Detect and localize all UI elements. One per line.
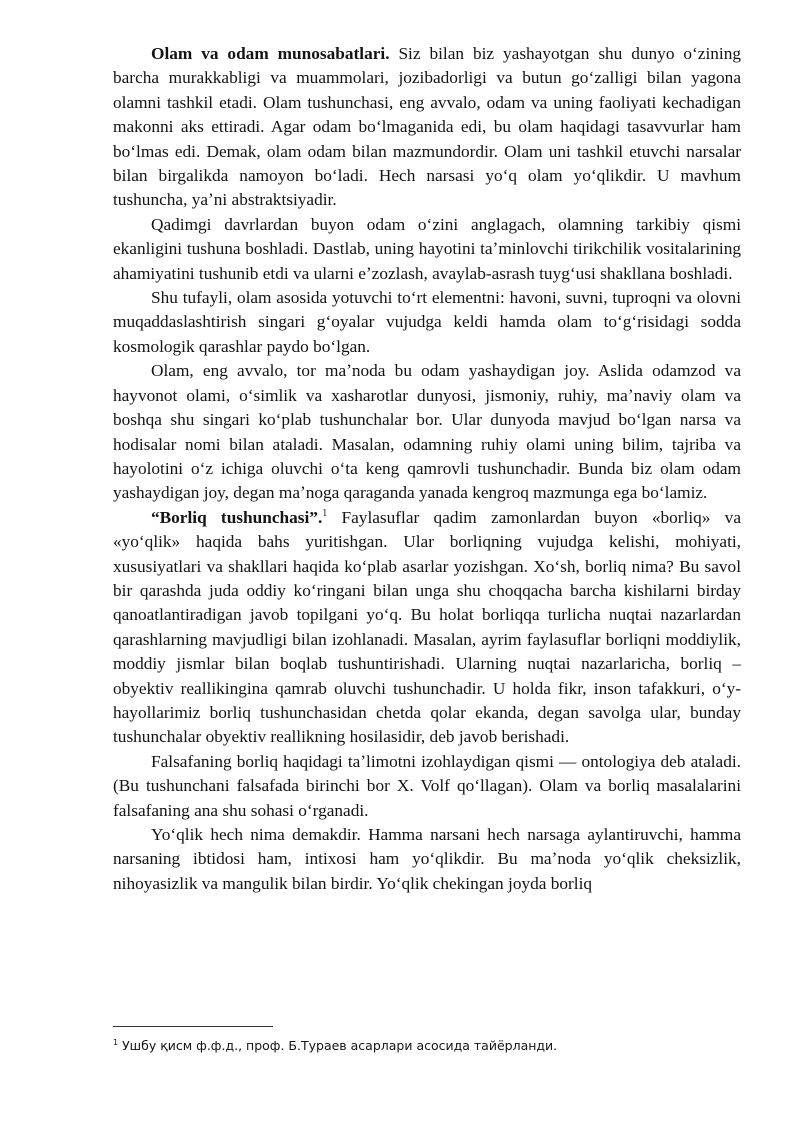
paragraph-text: Siz bilan biz yashayotgan shu dunyo oʻzining barcha murakkabligi va muammolari, jozibadorligi va butun goʻzalligi bilan yagona olamni tashkil etadi. Olam tushunchasi, eng avvalo, odam va uning faoliyati kechadigan makonni aks ettiradi. Agar odam boʻlmaganida edi, bu olam haqidagi tasavvurlar ham boʻlmas edi. Demak, olam odam bilan mazmundordir. Olam uni tashkil etuvchi narsalar bilan birgalikda namoyon boʻladi. Hech narsasi yoʻq olam yoʻqlikdir. U mavhum tushuncha, yaʼni abstraktsiyadir. <box>113 44 741 210</box>
paragraph-text: Falsafaning borliq haqidagi taʼlimotni izohlaydigan qismi — ontologiya deb ataladi. (Bu tushunchani falsafada birinchi bor X. Volf qoʻllagan). Olam va borliq masalalarini falsafaning ana shu sohasi oʻrganadi. <box>113 751 741 820</box>
paragraph-borliq-tushunchasi <box>113 506 741 750</box>
footnote-text: Ушбу қисм ф.ф.д., проф. Б.Тураев асарлари асосида тайёрланди. <box>118 1038 558 1053</box>
footnote <box>113 1038 741 1054</box>
footnote-divider <box>113 1026 273 1027</box>
paragraph-text: Faylasuflar qadim zamonlardan buyon «borliq» va «yoʻqlik» haqida bahs yuritishgan. Ular borliqning vujudga kelishi, mohiyati, xususiyatlari va shakllari haqida koʻplab asarlar yozishgan. Xoʻsh, borliq nima? Bu savol bir qarashda juda oddiy koʻringani bilan unga shu choqqacha barcha kishilarni birday qanoatlantiradigan javob topilgani yoʻq. Bu holat borliqqa turlicha nuqtai nazarlardan qarashlarning mavjudligi bilan izohlanadi. Masalan, ayrim faylasuflar borliqni moddiylik, moddiy jismlar bilan boqlab tushuntirishadi. Ularning nuqtai nazarlaricha, borliq – obyektiv reallikingina qamrab oluvchi tushunchadir. U holda fikr, inson tafakkuri, oʻy-hayollarimiz borliq tushunchasidan chetda qolar ekanda, degan savolga ular, bunday tushunchalar obyektiv reallikning hosilasidir, deb javob berishadi. <box>113 507 741 747</box>
paragraph-olam-va-odam <box>113 42 741 213</box>
section-heading-borliq: “Borliq tushunchasi”. <box>151 507 323 527</box>
footnote-reference: 1 <box>322 507 328 519</box>
body-text <box>113 42 741 896</box>
paragraph-yoqlik <box>113 823 741 896</box>
paragraph-ontologiya <box>113 750 741 823</box>
paragraph-qadimgi-davrlar <box>113 213 741 286</box>
paragraph-text: Olam, eng avvalo, tor maʼnoda bu odam yashaydigan joy. Aslida odamzod va hayvonot olami, oʻsimlik va xasharotlar dunyosi, jismoniy, ruhiy, maʼnaviy olam va boshqa shu singari koʻplab tushunchalar bor. Ular dunyoda mavjud boʻlgan narsa va hodisalar nomi bilan ataladi. Masalan, odamning ruhiy olami uning bilim, tajriba va hayolotini oʻz ichiga oluvchi oʻta keng qamrovli tushunchadir. Bunda biz olam odam yashaydigan joy, degan maʼnoga qaraganda yanada kengroq mazmunga ega boʻlamiz. <box>113 361 741 503</box>
paragraph-text: Yoʻqlik hech nima demakdir. Hamma narsani hech narsaga aylantiruvchi, hamma narsaning ibtidosi ham, intixosi ham yoʻqlikdir. Bu maʼnoda yoʻqlik cheksizlik, nihoyasizlik va mangulik bilan birdir. Yoʻqlik chekingan joyda borliq <box>113 825 741 893</box>
paragraph-text: Shu tufayli, olam asosida yotuvchi toʻrt elementni: havoni, suvni, tuproqni va olovni muqaddaslashtirish singari gʻoyalar vujudga keldi hamda olam toʻgʻrisidagi sodda kosmologik qarashlar paydo boʻlgan. <box>113 288 741 356</box>
paragraph-olam-tor-manoda <box>113 359 741 505</box>
footnote-number: 1 <box>113 1037 119 1047</box>
paragraph-tort-element <box>113 286 741 359</box>
paragraph-text: Qadimgi davrlardan buyon odam oʻzini anglagach, olamning tarkibiy qismi ekanligini tushuna boshladi. Dastlab, uning hayotini taʼminlovchi tirikchilik vositalarining ahamiyatini tushunib etdi va ularni eʼzozlash, avaylab-asrash tuygʻusi shakllana boshladi. <box>113 214 741 283</box>
section-heading-olam-va-odam: Olam va odam munosabatlari. <box>151 44 390 63</box>
